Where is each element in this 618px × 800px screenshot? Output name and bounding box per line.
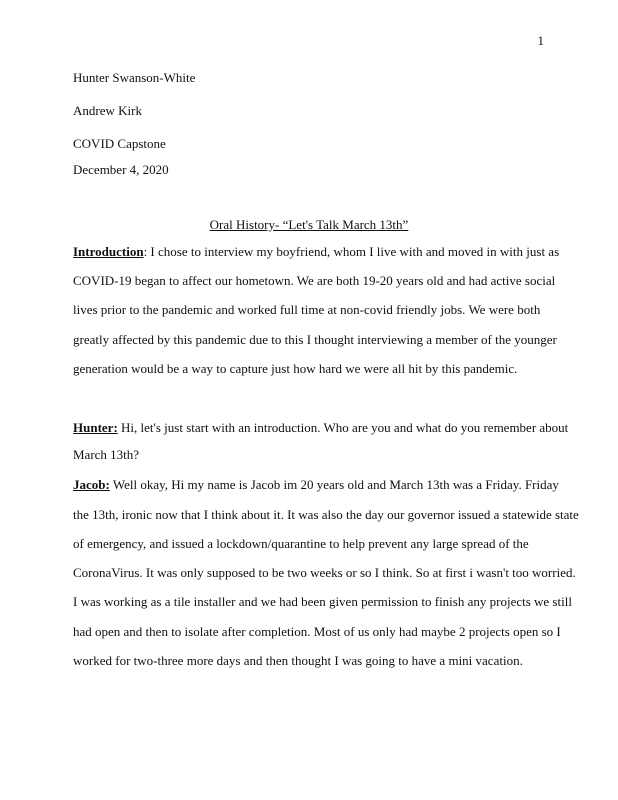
introduction-line: generation would be a way to capture just how hard we were all hit by this pandemic. [73,361,518,376]
jacob-line: I was working as a tile installer and we had been given permission to finish any projects we still [73,594,572,609]
jacob-line: Well okay, Hi my name is Jacob im 20 years old and March 13th was a Friday. Friday [109,477,559,492]
jacob-line: CoronaVirus. It was only supposed to be two weeks or so I think. So at first i wasn't too worried. [73,565,576,580]
hunter-line: March 13th? [73,447,140,462]
hunter-line: Hi, let's just start with an introduction. Who are you and what do you remember about [117,420,569,435]
page-number: 1 [537,33,544,48]
instructor-name: Andrew Kirk [73,103,142,118]
introduction-line: lives prior to the pandemic and worked full time at non-covid friendly jobs. We were both [73,302,541,317]
course-name: COVID Capstone [73,136,166,151]
introduction-label: Introduction [73,244,144,259]
paragraph-line [73,420,568,436]
jacob-line: the 13th, ironic now that I think about it. It was also the day our governor issued a statewide state [73,507,579,522]
introduction-line: : I chose to interview my boyfriend, whom I live with and moved in with just as [143,244,560,259]
speaker-label-jacob: Jacob: [73,477,110,492]
jacob-line: had open and then to isolate after completion. Most of us only had maybe 2 projects open so I [73,624,561,639]
introduction-line: greatly affected by this pandemic due to this I thought interviewing a member of the younger [73,332,557,347]
paragraph-line [73,244,559,260]
author-name: Hunter Swanson-White [73,70,196,85]
document-title: Oral History- “Let's Talk March 13th” [209,217,409,232]
introduction-line: COVID-19 began to affect our hometown. We are both 19-20 years old and had active social [73,273,556,288]
speaker-label-hunter: Hunter: [73,420,118,435]
paragraph-line [73,477,559,493]
jacob-line: of emergency, and issued a lockdown/quarantine to help prevent any large spread of the [73,536,529,551]
jacob-line: worked for two-three more days and then thought I was going to have a mini vacation. [73,653,523,668]
document-date: December 4, 2020 [73,162,169,177]
